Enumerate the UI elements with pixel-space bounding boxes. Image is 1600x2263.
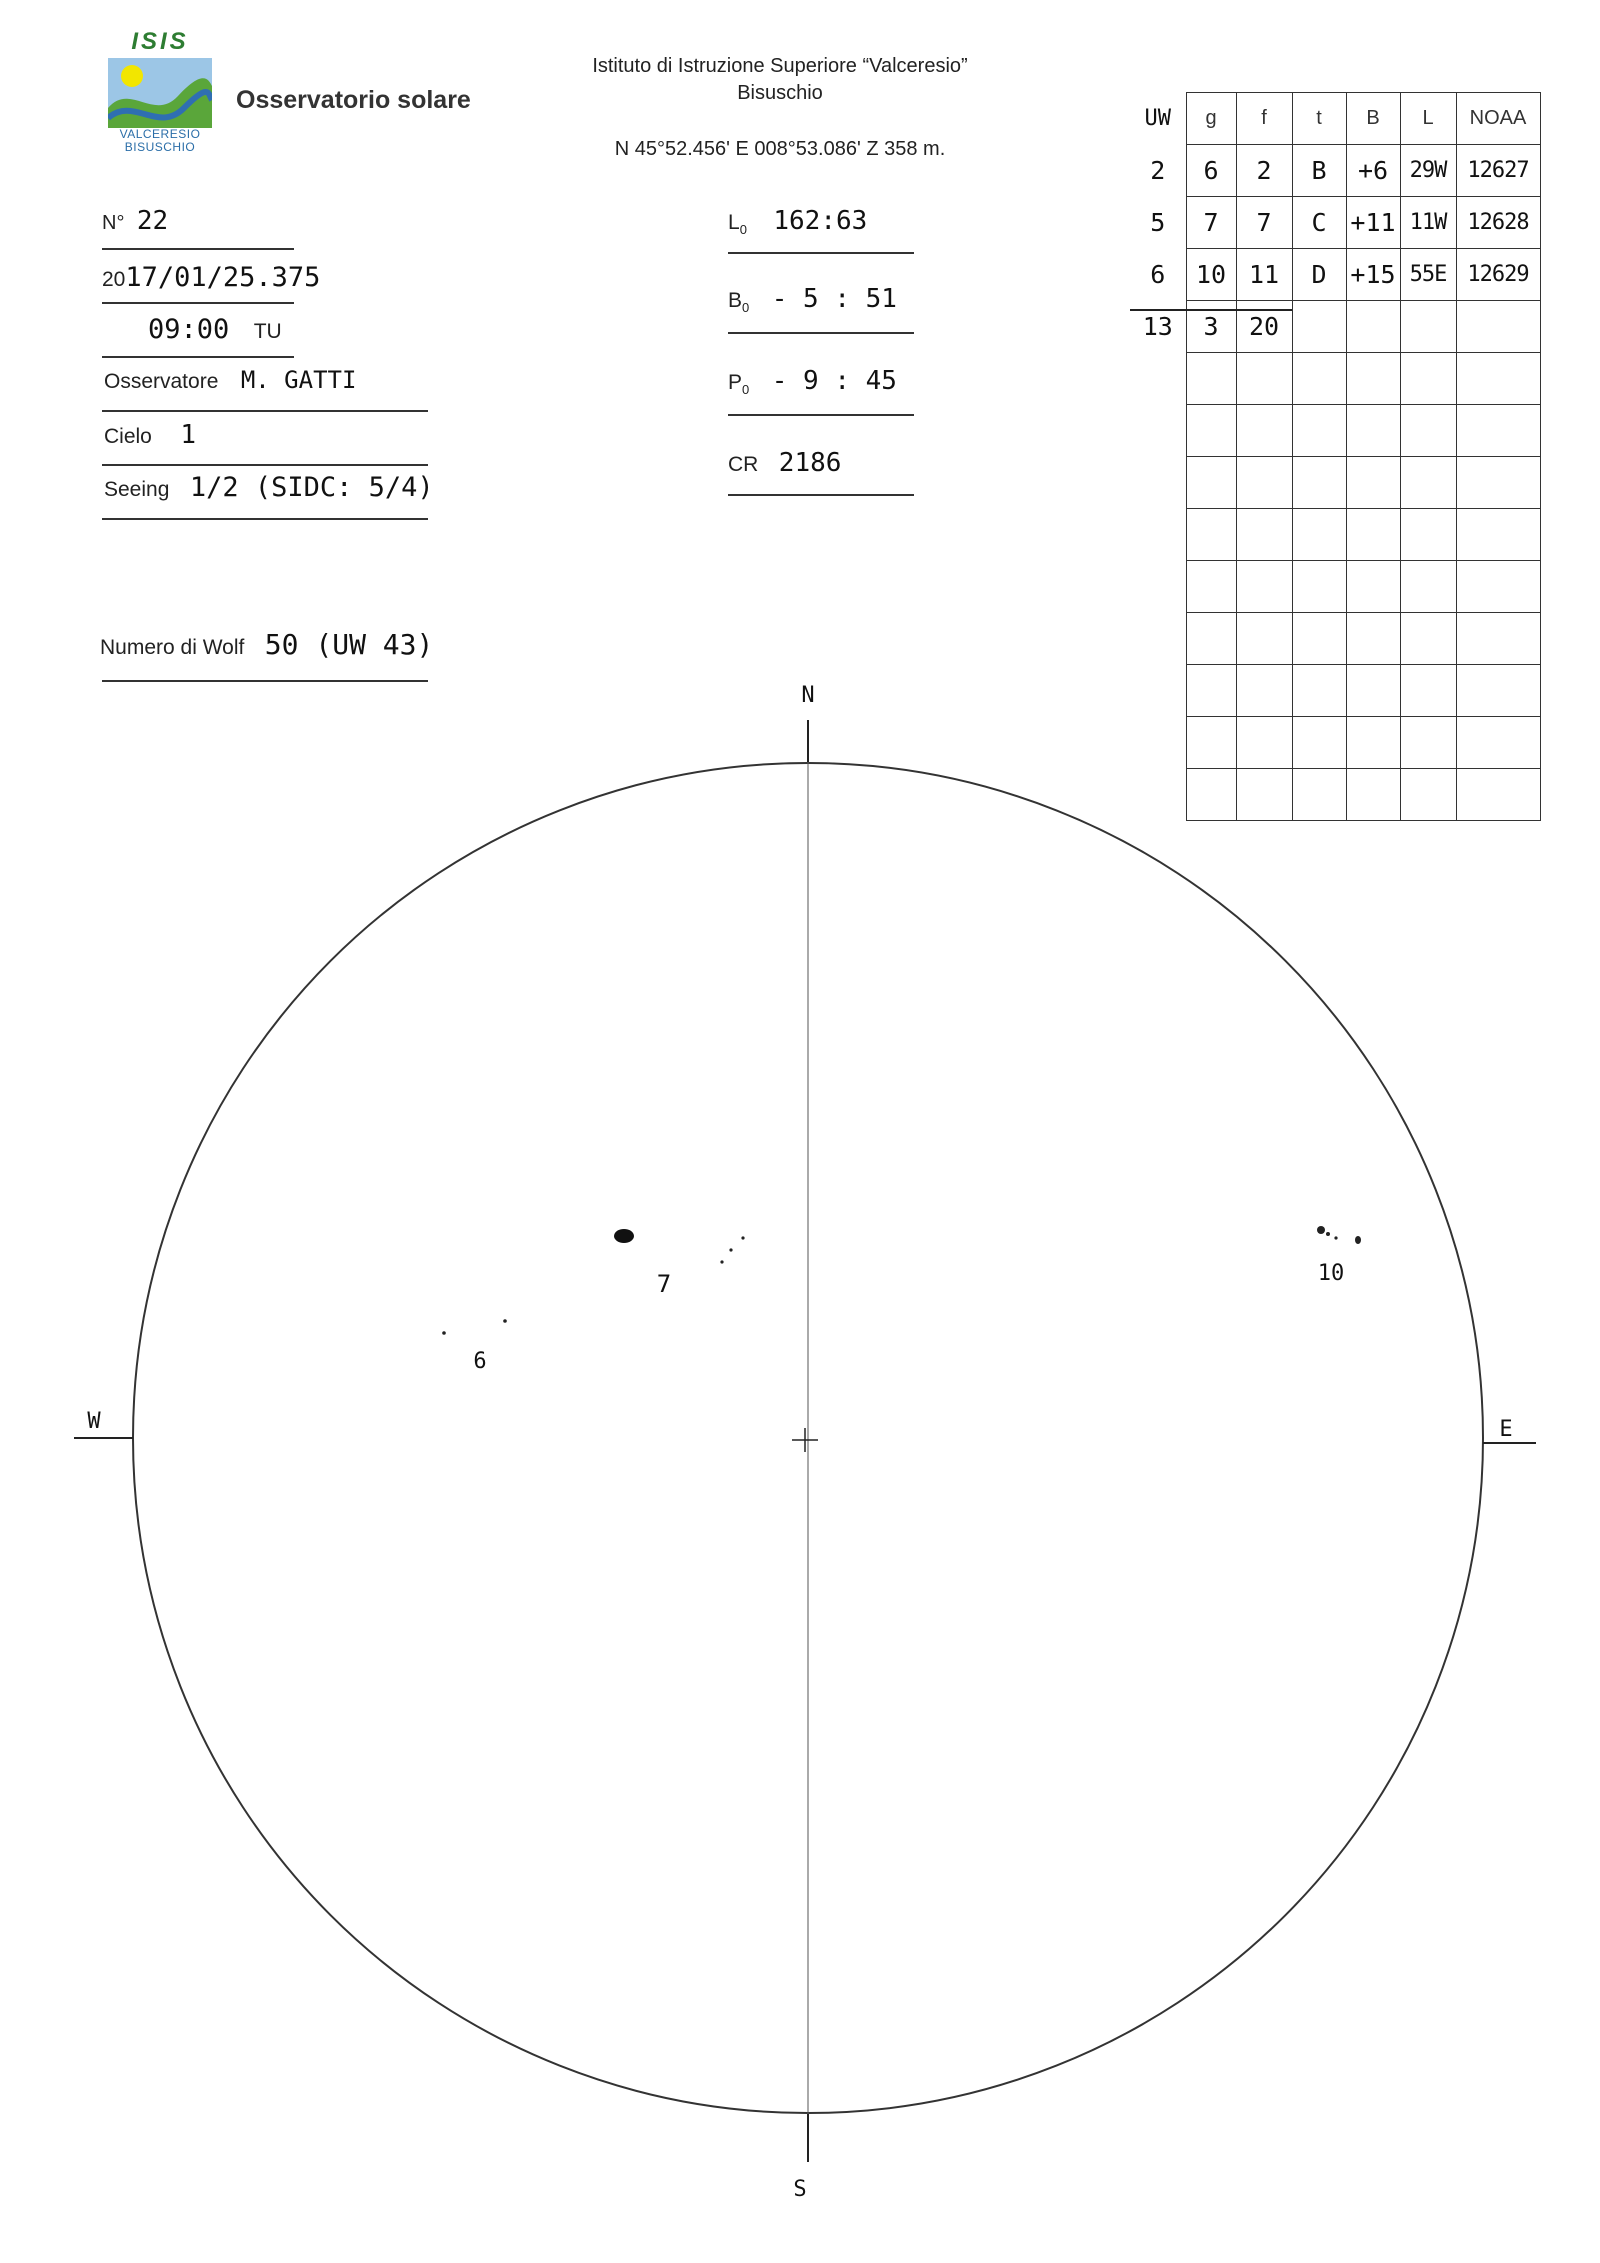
cell-t: B xyxy=(1292,145,1346,197)
group-label-10: 10 xyxy=(1317,1261,1345,1286)
sunspot xyxy=(741,1236,744,1239)
header-f: f xyxy=(1236,93,1292,145)
sunspot xyxy=(442,1331,446,1335)
sunspot xyxy=(1326,1232,1330,1236)
logo-wordmark: ISIS xyxy=(131,28,189,55)
header-t: t xyxy=(1292,93,1346,145)
cell-t: C xyxy=(1292,197,1346,249)
p0-value: - 9 : 45 xyxy=(771,366,897,396)
cell-b: +6 xyxy=(1346,145,1400,197)
cell-f: 2 xyxy=(1236,145,1292,197)
cell-noaa: 12628 xyxy=(1456,197,1540,249)
institute-town: Bisuschio xyxy=(737,82,823,104)
cell-uw: 2 xyxy=(1150,156,1166,185)
cell-f: 20 xyxy=(1236,301,1292,353)
cell-uw: 13 xyxy=(1142,312,1173,341)
seeing-label: Seeing xyxy=(104,478,170,501)
observatory-title: Osservatorio solare xyxy=(236,86,471,114)
sunspot xyxy=(729,1248,732,1251)
header-noaa: NOAA xyxy=(1456,93,1540,145)
observer-value: M. GATTI xyxy=(240,366,357,394)
cell-uw: 6 xyxy=(1150,260,1166,289)
cell-noaa: 12627 xyxy=(1456,145,1540,197)
p0-subscript: 0 xyxy=(742,382,750,398)
sunspot xyxy=(1334,1236,1337,1239)
header-g: g xyxy=(1186,93,1236,145)
logo-caption-line2: BISUSCHIO xyxy=(124,140,196,154)
header-l: L xyxy=(1400,93,1456,145)
l0-value: 162:63 xyxy=(773,206,868,236)
cell-l: 11W xyxy=(1400,197,1456,249)
east-label: E xyxy=(1499,1417,1513,1442)
cell-g: 3 xyxy=(1186,301,1236,353)
header-uw: UW xyxy=(1144,106,1171,131)
north-label: N xyxy=(801,683,815,708)
b0-letter: B xyxy=(728,289,743,312)
b0-subscript: 0 xyxy=(742,300,750,316)
cell-noaa: 12629 xyxy=(1456,249,1540,301)
cell-l: 55E xyxy=(1400,249,1456,301)
date-value: 17/01/25.375 xyxy=(125,262,321,293)
sunspot xyxy=(1317,1226,1325,1234)
sunspot xyxy=(614,1229,634,1243)
cell-f: 7 xyxy=(1236,197,1292,249)
sky-label: Cielo xyxy=(104,425,152,448)
wolf-value: 50 (UW 43) xyxy=(264,628,434,661)
west-label: W xyxy=(87,1409,101,1434)
time-value: 09:00 xyxy=(148,314,230,345)
cell-g: 7 xyxy=(1186,197,1236,249)
cell-b: +11 xyxy=(1346,197,1400,249)
date-prefix: 20 xyxy=(102,268,126,291)
cell-f: 11 xyxy=(1236,249,1292,301)
cr-label: CR xyxy=(728,453,759,476)
logo-caption-line1: VALCERESIO xyxy=(119,127,201,141)
seeing-value: 1/2 (SIDC: 5/4) xyxy=(189,472,434,503)
sunspot xyxy=(503,1319,507,1323)
sunspot xyxy=(1355,1236,1361,1244)
number-label: N° xyxy=(102,212,125,234)
b0-value: - 5 : 51 xyxy=(771,284,897,314)
l0-letter: L xyxy=(728,211,740,234)
cell-uw: 5 xyxy=(1150,208,1166,237)
group-label-7: 7 xyxy=(656,1270,672,1298)
wolf-label: Numero di Wolf xyxy=(100,636,245,659)
group-label-6: 6 xyxy=(473,1349,487,1374)
p0-letter: P xyxy=(728,371,743,394)
cell-g: 10 xyxy=(1186,249,1236,301)
observer-label: Osservatore xyxy=(104,370,219,393)
sunspot xyxy=(720,1260,723,1263)
time-unit: TU xyxy=(253,320,282,343)
cr-value: 2186 xyxy=(778,448,842,478)
south-label: S xyxy=(793,2177,807,2202)
observatory-coordinates: N 45°52.456' E 008°53.086' Z 358 m. xyxy=(614,138,946,160)
cell-b: +15 xyxy=(1346,249,1400,301)
l0-subscript: 0 xyxy=(739,222,747,238)
institute-name: Istituto di Istruzione Superiore “Valceresio” xyxy=(592,55,968,77)
sky-value: 1 xyxy=(180,420,196,450)
cell-g: 6 xyxy=(1186,145,1236,197)
header-b: B xyxy=(1346,93,1400,145)
cell-t: D xyxy=(1292,249,1346,301)
cell-l: 29W xyxy=(1400,145,1456,197)
number-value: 22 xyxy=(136,206,169,236)
